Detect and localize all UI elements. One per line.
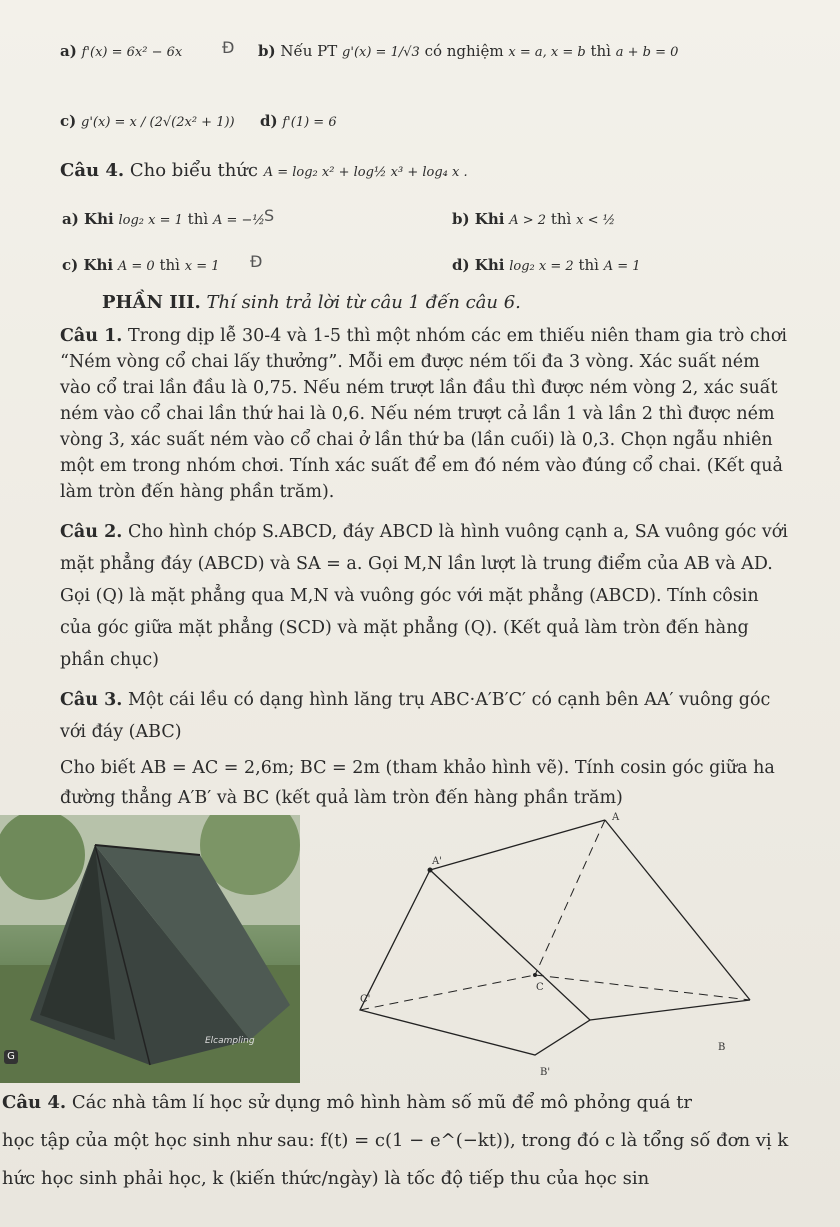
cau4-option-c xyxy=(62,256,220,274)
cau4-d-lead: d) Khi xyxy=(452,256,505,274)
cau4-top-expr: A = log₂ x² + log½ x³ + log₄ x . xyxy=(263,165,468,180)
q4-line-0 xyxy=(2,1092,692,1113)
edge-a1-a xyxy=(430,820,605,870)
q2-line-4: phần chục) xyxy=(60,650,160,670)
item-a xyxy=(60,42,182,60)
item-b xyxy=(258,42,678,60)
cau4-top-title: Câu 4. xyxy=(60,160,125,181)
q2-text-0: Cho hình chóp S.ABCD, đáy ABCD là hình vuông cạnh a, SA vuông góc với xyxy=(127,522,788,542)
q3-line-1: với đáy (ABC) xyxy=(60,722,182,742)
q3-line-3: đường thẳng A′B′ và BC (kết quả làm tròn đến hàng phần trăm) xyxy=(60,788,623,808)
q1-line-2: vào cổ trai lần đầu là 0,75. Nếu ném trượt lần đầu thì được ném vòng 2, xác suất xyxy=(60,378,778,398)
item-b-expr: g'(x) = 1/√3 xyxy=(342,45,420,60)
edge-a-b xyxy=(605,820,750,1000)
item-d-label: d) xyxy=(260,112,278,130)
q4-line-1: học tập của một học sinh như sau: f(t) = c(1 − e^(−kt)), trong đó c là tổng số đơn vị k xyxy=(2,1130,789,1151)
cau4-d-expr: log₂ x = 2 xyxy=(509,259,574,274)
cau4-b-expr: A > 2 xyxy=(509,213,547,228)
tent-photo-drawing xyxy=(0,815,300,1083)
cau4-top-text: Cho biểu thức xyxy=(129,160,258,181)
cau4-d-result: A = 1 xyxy=(603,259,641,274)
tent-brand-label: Elcampling xyxy=(205,1036,255,1046)
item-b-text3: thì xyxy=(590,42,611,60)
cau4-b-lead: b) Khi xyxy=(452,210,505,228)
q2-line-2: Gọi (Q) là mặt phẳng qua M,N và vuông góc với mặt phẳng (ABCD). Tính côsin xyxy=(60,586,759,606)
q2-line-0 xyxy=(60,522,788,542)
cau4-b-then: thì xyxy=(550,210,572,228)
q2-label: Câu 2. xyxy=(60,522,123,542)
item-b-text2: có nghiệm xyxy=(424,42,504,60)
vertex-a1 xyxy=(428,868,433,873)
q3-line-2: Cho biết AB = AC = 2,6m; BC = 2m (tham khảo hình vẽ). Tính cosin góc giữa ha xyxy=(60,758,775,778)
cau4-option-d xyxy=(452,256,641,274)
edge-c1-c-dashed xyxy=(360,975,535,1010)
label-a1: A' xyxy=(432,856,442,867)
part3-subtitle: Thí sinh trả lời từ câu 1 đến câu 6. xyxy=(206,292,521,313)
item-b-text1: Nếu PT xyxy=(280,42,338,60)
item-b-expr2: x = a, x = b xyxy=(508,45,586,60)
label-b1: B' xyxy=(540,1067,551,1078)
cau4-top-header xyxy=(60,160,468,181)
tent-photo xyxy=(0,815,300,1083)
part3-heading xyxy=(102,292,521,313)
vertex-c xyxy=(533,973,537,977)
handwritten-mark-cau4-a: S xyxy=(264,206,275,225)
cau4-c-result: x = 1 xyxy=(184,259,220,274)
handwritten-mark-cau4-c: Đ xyxy=(250,252,263,271)
q1-text-0: Trong dịp lễ 30-4 và 1-5 thì một nhóm các em thiếu niên tham gia trò chơi xyxy=(127,326,788,346)
q1-line-0 xyxy=(60,326,787,346)
label-b: B xyxy=(718,1042,726,1053)
cau4-d-then: thì xyxy=(578,256,599,274)
q1-label: Câu 1. xyxy=(60,326,123,346)
q1-line-1: “Ném vòng cổ chai lấy thưởng”. Mỗi em được ném tối đa 3 vòng. Xác suất ném xyxy=(60,352,760,372)
q1-line-4: vòng 3, xác suất ném vào cổ chai ở lần thứ ba (lần cuối) là 0,3. Chọn ngẫu nhiên xyxy=(60,430,773,450)
photo-badge-icon: G xyxy=(4,1050,18,1064)
edge-c-b-dashed xyxy=(535,975,750,1000)
label-c1: C' xyxy=(360,994,371,1005)
q2-line-1: mặt phẳng đáy (ABCD) và SA = a. Gọi M,N lần lượt là trung điểm của AB và AD. xyxy=(60,554,773,574)
item-b-expr3: a + b = 0 xyxy=(615,45,679,60)
cau4-a-result: A = −½ xyxy=(212,213,265,228)
item-b-label: b) xyxy=(258,42,276,60)
cau4-c-expr: A = 0 xyxy=(117,259,155,274)
cau4-b-result: x < ½ xyxy=(576,213,616,228)
label-c: C xyxy=(536,982,544,993)
q4-line-2: hức học sinh phải học, k (kiến thức/ngày) là tốc độ tiếp thu của học sin xyxy=(2,1168,650,1189)
edge-a-c-dashed xyxy=(535,820,605,975)
q4-label: Câu 4. xyxy=(2,1092,67,1113)
q1-line-3: ném vào cổ chai lần thứ hai là 0,6. Nếu ném trượt cả lần 1 và lần 2 thì được ném xyxy=(60,404,775,424)
q2-line-3: của góc giữa mặt phẳng (SCD) và mặt phẳng (Q). (Kết quả làm tròn đến hàng xyxy=(60,618,749,638)
q3-text-0: Một cái lều có dạng hình lăng trụ ABC·A′B′C′ có cạnh bên AA′ vuông góc xyxy=(127,690,771,710)
item-d-expr: f'(1) = 6 xyxy=(282,115,337,130)
cau4-a-lead: a) Khi xyxy=(62,210,114,228)
label-a: A xyxy=(612,812,620,823)
q1-line-6: làm tròn đến hàng phần trăm). xyxy=(60,482,335,502)
cau4-c-then: thì xyxy=(159,256,180,274)
item-a-expr: f'(x) = 6x² − 6x xyxy=(81,45,183,60)
cau4-a-expr: log₂ x = 1 xyxy=(118,213,183,228)
prism-front-face xyxy=(360,870,590,1055)
q3-line-0 xyxy=(60,690,770,710)
item-c-label: c) xyxy=(60,112,77,130)
handwritten-mark-a: Đ xyxy=(222,38,235,57)
q3-label: Câu 3. xyxy=(60,690,123,710)
cau4-a-then: thì xyxy=(187,210,209,228)
q1-line-5: một em trong nhóm chơi. Tính xác suất để em đó ném vào đúng cổ chai. (Kết quả xyxy=(60,456,783,476)
item-d xyxy=(260,112,337,130)
q4-text-0: Các nhà tâm lí học sử dụng mô hình hàm số mũ để mô phỏng quá tr xyxy=(71,1092,693,1113)
item-c-expr: g'(x) = x / (2√(2x² + 1)) xyxy=(81,115,235,130)
item-a-label: a) xyxy=(60,42,77,60)
cau4-option-b xyxy=(452,210,615,228)
prism-diagram xyxy=(340,810,830,1080)
cau4-c-lead: c) Khi xyxy=(62,256,114,274)
cau4-option-a xyxy=(62,210,265,228)
edge-b1-b xyxy=(590,1000,750,1020)
part3-title: PHẦN III. xyxy=(102,292,201,313)
item-c xyxy=(60,112,235,130)
